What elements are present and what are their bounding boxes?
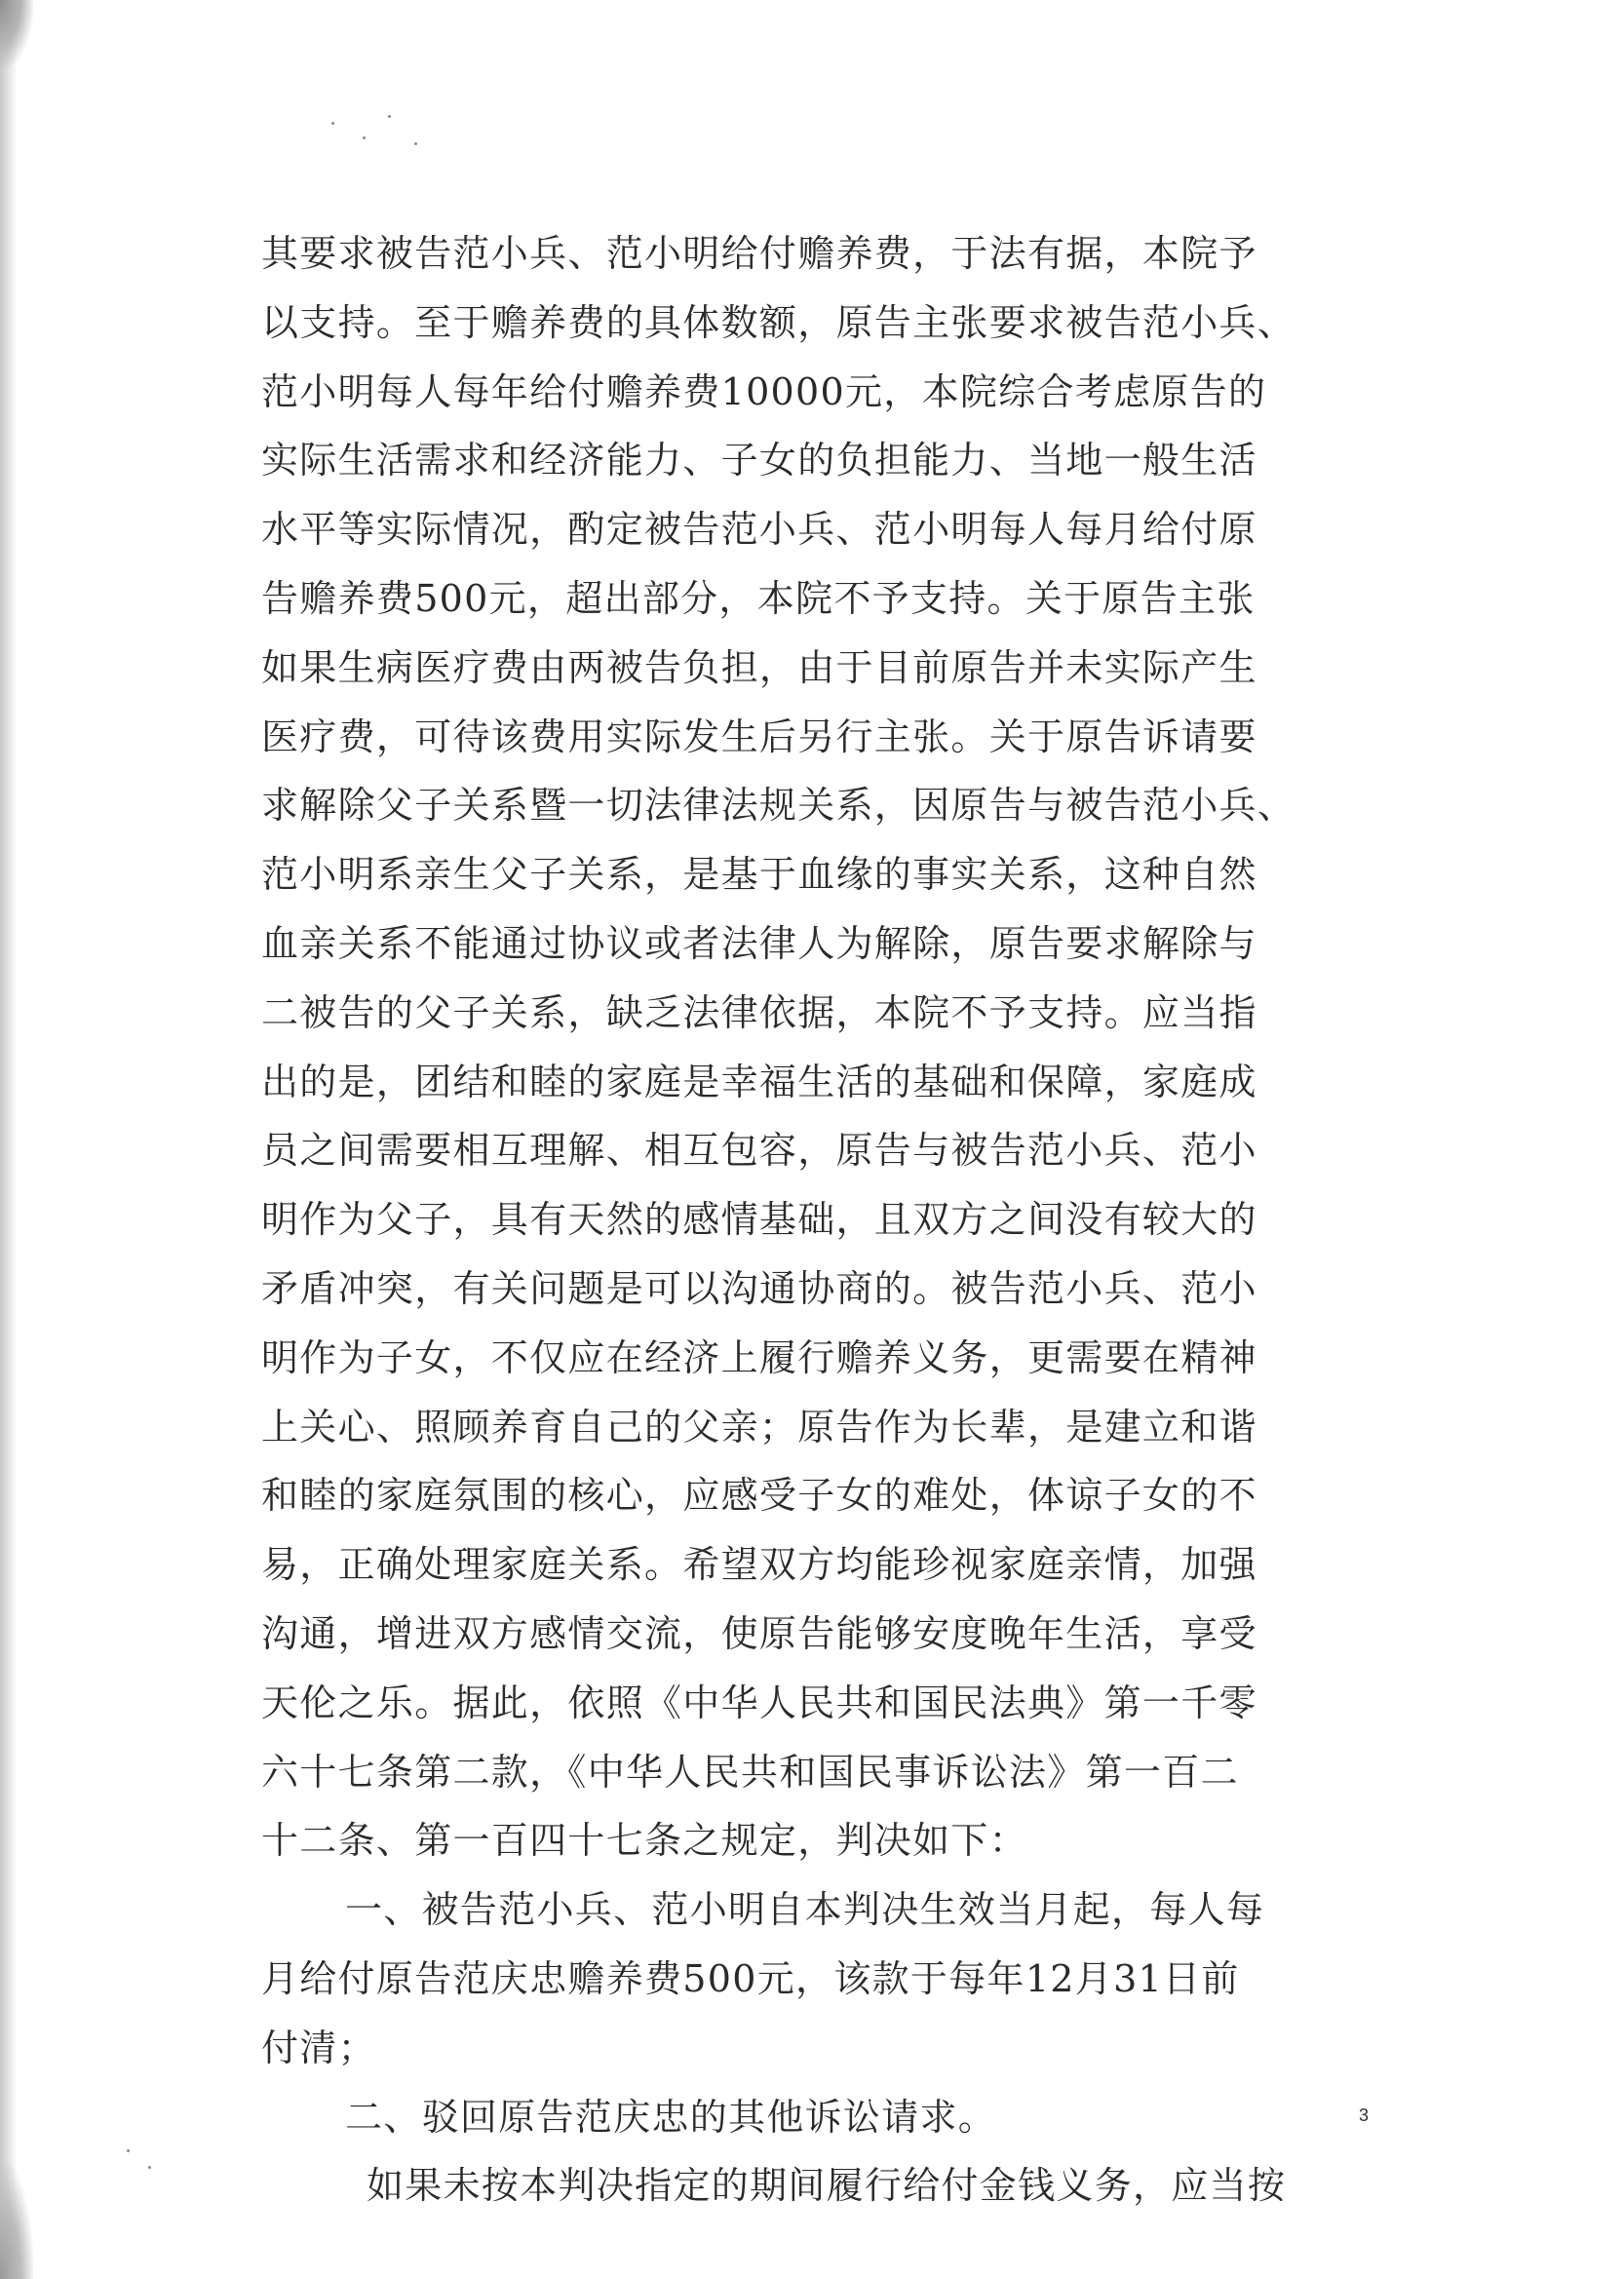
scan-top-left-corner-shadow (0, 0, 33, 68)
page-number: 3 (1359, 2105, 1370, 2125)
text-line: 十二条、第一百四十七条之规定，判决如下： (261, 1819, 1028, 1863)
text-line: 矛盾冲突，有关问题是可以沟通协商的。被告范小兵、范小 (261, 1266, 1257, 1310)
text-line: 以支持。至于赡养费的具体数额，原告主张要求被告范小兵、 (261, 300, 1296, 344)
text-line: 范小明系亲生父子关系，是基于血缘的事实关系，这种自然 (261, 853, 1257, 897)
scan-speck (414, 142, 417, 145)
text-line: 其要求被告范小兵、范小明给付赡养费，于法有据，本院予 (261, 232, 1257, 275)
ruling-item-1: 一、被告范小兵、范小明自本判决生效当月起，每人每 (345, 1888, 1265, 1932)
scan-speck (363, 136, 366, 139)
scan-speck (127, 2149, 130, 2152)
judgment-page-body (261, 219, 1377, 2221)
text-line: 明作为父子，具有天然的感情基础，且双方之间没有较大的 (261, 1198, 1257, 1242)
ruling-item-1-continued: 付清； (261, 2026, 376, 2069)
text-line: 员之间需要相互理解、相互包容，原告与被告范小兵、范小 (261, 1129, 1257, 1173)
text-line: 二被告的父子关系，缺乏法律依据，本院不予支持。应当指 (261, 990, 1257, 1034)
scan-speck (388, 115, 391, 118)
scan-left-edge-shadow (0, 0, 18, 2279)
text-line: 明作为子女，不仅应在经济上履行赡养义务，更需要在精神 (261, 1335, 1257, 1379)
text-line: 天伦之乐。据此，依照《中华人民共和国民法典》第一千零 (261, 1680, 1257, 1724)
text-line: 求解除父子关系暨一切法律法规关系，因原告与被告范小兵、 (261, 784, 1296, 828)
scan-bottom-left-corner-shadow (0, 2162, 33, 2279)
text-line: 沟通，增进双方感情交流，使原告能够安度晚年生活，享受 (261, 1611, 1257, 1655)
text-line: 和睦的家庭氛围的核心，应感受子女的难处，体谅子女的不 (261, 1474, 1257, 1518)
text-line: 血亲关系不能通过协议或者法律人为解除，原告要求解除与 (261, 921, 1257, 965)
text-line: 出的是，团结和睦的家庭是幸福生活的基础和保障，家庭成 (261, 1060, 1257, 1103)
scan-speck (148, 2166, 151, 2169)
text-line: 如果生病医疗费由两被告负担，由于目前原告并未实际产生 (261, 645, 1257, 689)
text-line: 范小明每人每年给付赡养费10000元，本院综合考虑原告的 (261, 369, 1267, 413)
text-line: 上关心、照顾养育自己的父亲；原告作为长辈，是建立和谐 (261, 1405, 1257, 1449)
text-line: 水平等实际情况，酌定被告范小兵、范小明每人每月给付原 (261, 508, 1257, 552)
text-line: 实际生活需求和经济能力、子女的负担能力、当地一般生活 (261, 439, 1257, 483)
closing-paragraph: 如果未按本判决指定的期间履行给付金钱义务，应当按 (367, 2164, 1287, 2208)
text-line: 六十七条第二款，《中华人民共和国民事诉讼法》第一百二 (261, 1750, 1239, 1794)
ruling-item-1-continued: 月给付原告范庆忠赡养费500元，该款于每年12月31日前 (261, 1956, 1240, 2000)
scan-speck (331, 122, 334, 125)
text-line: 告赡养费500元，超出部分，本院不予支持。关于原告主张 (261, 576, 1256, 620)
text-line: 易，正确处理家庭关系。希望双方均能珍视家庭亲情，加强 (261, 1543, 1257, 1587)
ruling-item-2: 二、驳回原告范庆忠的其他诉讼请求。 (345, 2095, 997, 2139)
text-line: 医疗费，可待该费用实际发生后另行主张。关于原告诉请要 (261, 715, 1257, 758)
